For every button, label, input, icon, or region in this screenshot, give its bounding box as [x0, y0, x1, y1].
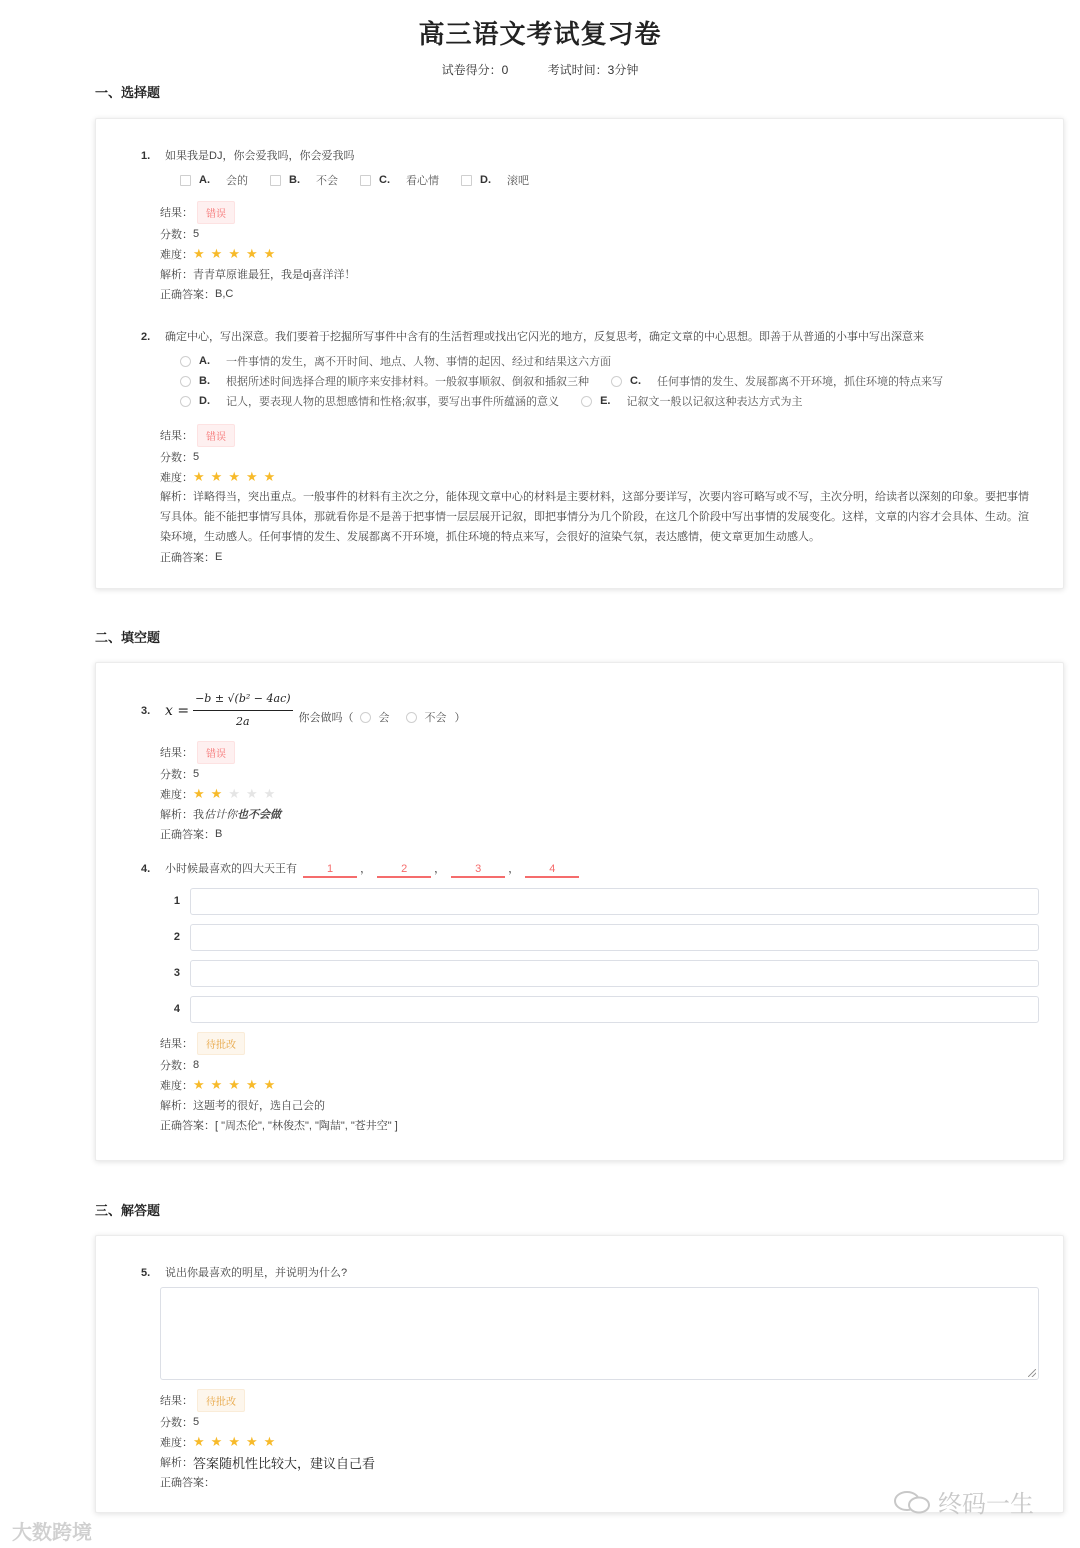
fill-row-3: 3	[160, 955, 1039, 991]
blank-2: 2	[377, 862, 431, 878]
resize-handle-icon[interactable]	[1028, 1369, 1036, 1377]
blank-1: 1	[303, 862, 357, 878]
fill-input-4[interactable]	[190, 996, 1039, 1023]
watermark-right: 终码一生	[892, 1484, 1034, 1519]
difficulty-stars	[193, 787, 281, 801]
analysis-text: 青青草原谁最狂，我是dj喜洋洋！	[193, 269, 356, 281]
option-e[interactable]: E. 记叙文一般以记叙这种表达方式为主	[581, 391, 802, 411]
exam-meta	[0, 61, 1080, 78]
question-number: 1.	[141, 150, 151, 162]
correct-answer: [ "周杰伦", "林俊杰", "陶喆", "苍井空" ]	[215, 1120, 398, 1132]
difficulty-stars	[193, 1078, 281, 1092]
correct-answer: E	[215, 551, 223, 563]
result-badge: 待批改	[197, 1032, 245, 1055]
section-title-choice: 一、选择题	[95, 85, 161, 100]
blank-3: 3	[451, 862, 505, 878]
star-icon: ★	[210, 1434, 223, 1449]
option-d[interactable]: D. 滚吧	[461, 170, 529, 190]
star-icon: ★	[263, 1434, 276, 1449]
question-text: 确定中心，写出深意。我们要着于挖掘所写事件中含有的生活哲理或找出它闪光的地方，反复思考，确定文章的中心思想。即善于从普通的小事中写出深意来	[165, 331, 924, 343]
option-a[interactable]: A. 一件事情的发生，离不开时间、地点、人物、事情的起因、经过和结果这六方面	[180, 351, 978, 371]
question-number: 4.	[141, 863, 151, 875]
star-icon: ★	[210, 1077, 223, 1092]
section-title-fill: 二、填空题	[95, 630, 161, 645]
fill-input-1[interactable]	[190, 888, 1039, 915]
analysis-text: 我估计你也不会做	[193, 809, 281, 821]
star-icon: ★	[228, 1434, 240, 1449]
star-icon: ★	[210, 786, 223, 801]
result-badge: 错误	[197, 201, 235, 224]
question-4: 4. 小时候最喜欢的四大天王有 1 ， 2 ， 3 ， 4 1 2 3 4 结果： 待批改 分数： 8 难度： ★ ★ ★ ★ ★ 解析： 这题考的很好，选自己会的 正确答案： [ "周杰伦", "林俊杰", "陶喆", "苍井空" ]	[141, 859, 1039, 1135]
question-number: 3.	[141, 704, 151, 717]
exam-time: 考试时间：3分钟	[547, 63, 639, 77]
radio[interactable]	[180, 396, 191, 407]
analysis-text: 答案随机性比较大，建议自己看	[193, 1455, 376, 1471]
difficulty-stars	[193, 470, 281, 484]
analysis-text: 详略得当，突出重点。一般事件的材料有主次之分，能体现文章中心的材料是主要材料，这部分要详写，次要内容可略写或不写，主次分明，给读者以深刻的印象。要把事情写具体。能不能把事情写具体，那就看你是不是善于把事情一层层展开记叙，即把事情分为几个阶段，在这几个阶段中写出事情的发展变化。这样，文章的内容才会具体、生动。渲染环境，生动感人。任何事情的发生、发展都离不开环境，抓住环境的特点来写，会很好的渲染气氛，表达感情，使文章更加生动感人。	[160, 491, 1029, 543]
star-icon: ★	[193, 469, 205, 484]
option-b[interactable]: B. 不会	[270, 170, 338, 190]
option-a[interactable]: A. 会的	[180, 170, 248, 190]
option-b[interactable]: B. 根据所述时间选择合理的顺序来安排材料。一般叙事顺叙、倒叙和插叙三种	[180, 371, 589, 391]
score-value: 8	[193, 1059, 200, 1071]
star-icon: ★	[263, 1077, 276, 1092]
analysis-block: 解析：详略得当，突出重点。一般事件的材料有主次之分，能体现文章中心的材料是主要材料，这部分要详写，次要内容可略写或不写，主次分明，给读者以深刻的印象。要把事情写具体。能不能把事情写具体，那就看你是不是善于把事情一层层展开记叙，即把事情分为几个阶段，在这几个阶段中写出事情的发展变化。这样，文章的内容才会具体、生动。渲染环境，生动感人。任何事情的发生、发展都离不开环境，抓住环境的特点来写，会很好的渲染气氛，表达感情，使文章更加生动感人。	[160, 491, 1029, 543]
star-icon: ★	[228, 1077, 240, 1092]
wechat-icon	[892, 1489, 932, 1515]
analysis-text: 这题考的很好，选自己会的	[193, 1100, 325, 1112]
correct-answer: B,C	[215, 288, 234, 300]
radio[interactable]	[581, 396, 592, 407]
exam-score: 试卷得分：0	[441, 63, 509, 77]
score-value: 5	[193, 1416, 200, 1428]
choice-card	[95, 118, 1064, 589]
option-c[interactable]: C. 看心情	[360, 170, 439, 190]
star-icon: ★	[263, 786, 276, 801]
result-badge: 待批改	[197, 1389, 245, 1412]
radio[interactable]	[611, 376, 622, 387]
fill-card	[95, 662, 1064, 1161]
fill-row-2: 2	[160, 919, 1039, 955]
blank-4: 4	[525, 862, 579, 878]
question-3: 3. x = $\frac{\text{−b ± √(b² − 4ac)}}{2a}$ 你会做吗（ 会 不会 ） 结果： 错误 分数： 5 难度： ★ ★ ★ ★ ★ 解析： 我估计你也不会做 正确答案： B	[141, 689, 1039, 844]
star-icon: ★	[210, 469, 223, 484]
question-text: 你会做吗（	[298, 711, 354, 724]
score-value: 5	[193, 451, 200, 463]
section-title-essay: 三、解答题	[95, 1203, 161, 1218]
page-title: 高三语文考试复习卷	[418, 19, 662, 49]
fill-row-4: 4	[160, 991, 1039, 1027]
essay-card	[95, 1235, 1064, 1513]
score-value: 5	[193, 228, 200, 240]
score-value: 5	[193, 768, 200, 780]
checkbox[interactable]	[461, 175, 472, 186]
question-text: 小时候最喜欢的四大天王有	[165, 863, 297, 875]
star-icon: ★	[263, 469, 276, 484]
radio[interactable]	[360, 712, 371, 723]
star-icon: ★	[245, 1434, 258, 1449]
star-icon: ★	[245, 786, 258, 801]
difficulty-stars	[193, 1435, 281, 1449]
option-c[interactable]: C. 任何事情的发生、发展都离不开环境，抓住环境的特点来写	[611, 371, 943, 391]
checkbox[interactable]	[180, 175, 191, 186]
star-icon: ★	[228, 786, 240, 801]
radio[interactable]	[406, 712, 417, 723]
question-1: 1. 如果我是DJ，你会爱我吗，你会爱我吗 A. 会的 B. 不会 C. 看心情 D. 滚吧 结果： 错误 分数： 5 难度： ★ ★ ★ ★ ★ 解析： 青青草原谁最狂，我是dj喜洋洋！ 正确答案： B,C	[141, 146, 1039, 304]
question-2: 2. 确定中心，写出深意。我们要着于挖掘所写事件中含有的生活哲理或找出它闪光的地方，反复思考，确定文章的中心思想。即善于从普通的小事中写出深意来 A. 一件事情的发生，离不开时间、地点、人物、事情的起因、经过和结果这六方面 B. 根据所述时间选择合理的顺序来安排材料。一般叙事顺叙、倒叙和插叙三种 C. 任何事情的发生、发展都离不开环境，抓住环境的特点来写 D. 记人，要表现人物的思想感情和性格;叙事，要写出事件所蕴涵的意义 E. 记叙文一般以记叙这种表达方式为主 结果： 错误 分数： 5 难度： ★ ★ ★ ★ ★ 解析：详略得当，突出重点。一般事件的材料有主次之分，能体现文章中心的材料是主要材料，这部分要详写，次要内容可略写或不写，主次分明，给读者以深刻的印象。要把事情写具体。能不能把事情写具体，那就看你是不是善于把事情一层层展开记叙，即把事情分为几个阶段，在这几个阶段中写出事情的发展变化。这样，文章的内容才会具体、生动。渲染环境，生动感人。任何事情的发生、发展都离不开环境，抓住环境的特点来写，会很好的渲染气氛，表达感情，使文章更加生动感人。 正确答案： E	[141, 327, 1039, 567]
watermark-left: 大数跨境	[12, 1522, 92, 1544]
fill-input-3[interactable]	[190, 960, 1039, 987]
star-icon: ★	[193, 1434, 205, 1449]
question-text: 如果我是DJ，你会爱我吗，你会爱我吗	[165, 150, 355, 162]
result-badge: 错误	[197, 424, 235, 447]
star-icon: ★	[228, 469, 240, 484]
fill-row-1: 1	[160, 883, 1039, 919]
star-icon: ★	[193, 1077, 205, 1092]
question-text: 说出你最喜欢的明星，并说明为什么?	[165, 1267, 348, 1279]
option-d[interactable]: D. 记人，要表现人物的思想感情和性格;叙事，要写出事件所蕴涵的意义	[180, 391, 559, 411]
checkbox[interactable]	[360, 175, 371, 186]
question-number: 5.	[141, 1267, 151, 1279]
star-icon: ★	[245, 1077, 258, 1092]
star-icon: ★	[193, 786, 205, 801]
star-icon: ★	[228, 246, 240, 261]
star-icon: ★	[245, 246, 258, 261]
result-badge: 错误	[197, 741, 235, 764]
quadratic-formula: x = $\frac{\text{−b ± √(b² − 4ac)}}{2a}$	[165, 689, 293, 732]
option-yes[interactable]: 会	[360, 708, 390, 728]
fill-input-2[interactable]	[190, 924, 1039, 951]
star-icon: ★	[193, 246, 205, 261]
radio[interactable]	[180, 376, 191, 387]
star-icon: ★	[263, 246, 276, 261]
answer-textarea[interactable]	[160, 1287, 1039, 1380]
question-number: 2.	[141, 331, 151, 343]
correct-answer: B	[215, 828, 223, 840]
question-5: 5. 说出你最喜欢的明星，并说明为什么? 结果： 待批改 分数： 5 难度： ★ ★ ★ ★ ★ 解析： 答案随机性比较大，建议自己看 正确答案：	[141, 1263, 1039, 1492]
star-icon: ★	[210, 246, 223, 261]
radio[interactable]	[180, 356, 191, 367]
checkbox[interactable]	[270, 175, 281, 186]
star-icon: ★	[245, 469, 258, 484]
option-no[interactable]: 不会	[406, 708, 447, 728]
difficulty-stars	[193, 247, 281, 261]
